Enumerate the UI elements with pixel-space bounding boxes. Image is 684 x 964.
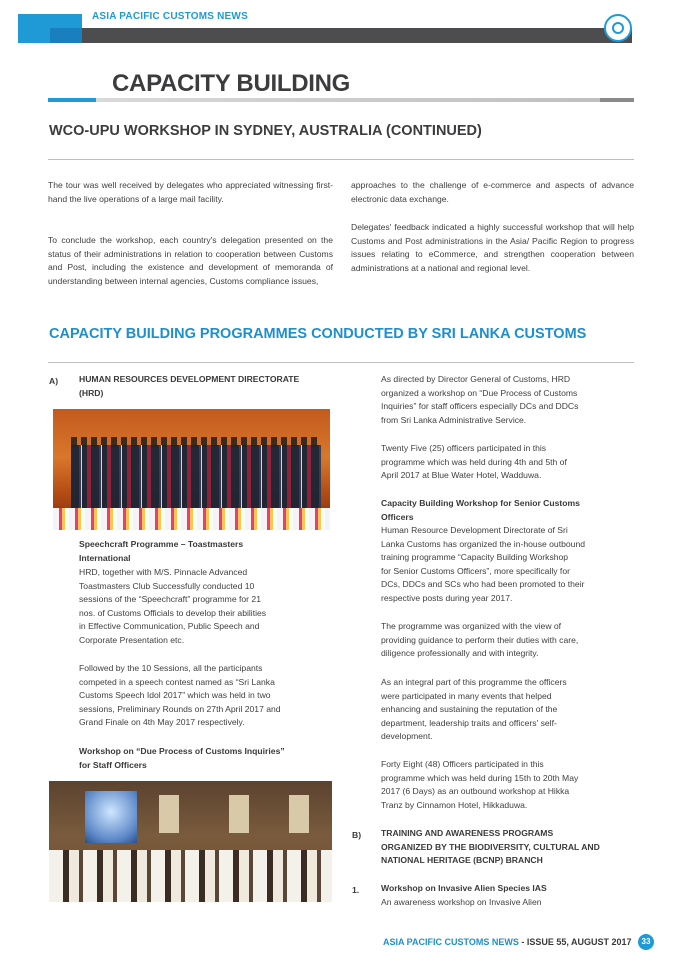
section-title: CAPACITY BUILDING (112, 70, 351, 97)
page-number: 33 (638, 934, 654, 950)
article-heading: WCO-UPU WORKSHOP IN SYDNEY, AUSTRALIA (CONTINUED) (49, 123, 482, 139)
article-heading: CAPACITY BUILDING PROGRAMMES CONDUCTED BY SRI LANKA CUSTOMS (49, 326, 587, 342)
paragraph: As directed by Director General of Customs, HRD organized a workshop on “Due Process of Customs Inquiries” for staff officers especially DCs and DDCs from Sri Lanka Administrative Service. (381, 374, 579, 425)
header-accent-block-dark (50, 28, 82, 43)
section-rule-accent (48, 98, 96, 102)
paragraph: The tour was well received by delegates who appreciated witnessing first-hand the live operations of a large mail facility. (48, 180, 333, 204)
section-rule (96, 98, 600, 102)
paragraph: Delegates' feedback indicated a highly successful workshop that will help Customs and Post administrations in the Asia/ Pacific Region to progress issues relating to eCommerce, and strengthen cooperation between administrations at a national and regional level. (351, 222, 634, 273)
subheading: Speechcraft Programme – Toastmasters International (79, 539, 244, 563)
section-heading: HUMAN RESOURCES DEVELOPMENT DIRECTORATE (HRD) (79, 374, 300, 398)
wco-logo-icon (604, 14, 632, 42)
section-rule-end (600, 98, 634, 102)
section-marker: B) (352, 830, 362, 840)
subheading: Workshop on Invasive Alien Species IAS (381, 883, 547, 893)
paragraph: Followed by the 10 Sessions, all the participants competed in a speech contest named as “Sri Lanka Customs Speech Idol 2017” which was held in two sessions, Preliminary Rounds on 27th April 2017 and Grand Finale on 4th May 2017 respectively. (79, 663, 281, 728)
footer-publication: ASIA PACIFIC CUSTOMS NEWS - ISSUE 55, AUGUST 2017 (383, 937, 632, 947)
paragraph: approaches to the challenge of e-commerce and aspects of advance electronic data exchange. (351, 180, 634, 204)
divider (48, 159, 634, 160)
paragraph: To conclude the workshop, each country's delegation presented on the status of their administrations in relation to cooperation between Customs and Post, including the existence and development of memoranda of understanding between internal agencies, Customs compliance issues, (48, 235, 333, 286)
group-photo-image (53, 409, 330, 530)
publication-title: ASIA PACIFIC CUSTOMS NEWS (92, 11, 248, 22)
paragraph: An awareness workshop on Invasive Alien (381, 897, 542, 907)
section-heading: TRAINING AND AWARENESS PROGRAMS ORGANIZED BY THE BIODIVERSITY, CULTURAL AND NATIONAL HERITAGE (BCNP) BRANCH (381, 828, 600, 866)
divider (48, 362, 634, 363)
paragraph: As an integral part of this programme the officers were participated in many events that helped enhancing and sustaining the reputation of the department, leadership traits and officers' self- development. (381, 677, 567, 742)
section-marker: A) (49, 376, 59, 386)
paragraph: Human Resource Development Directorate of Sri Lanka Customs has organized the in-house outbound training programme “Capacity Building Workshop for Senior Customs Officers”, more specifically for DCs, DDCs and SCs who had been promoted to their respective posts during year 2017. (381, 525, 586, 603)
paragraph: Forty Eight (48) Officers participated in this programme which was held during 15th to 20th May 2017 (6 Days) as an outbound workshop at Hikka Tranz by Cinnamon Hotel, Hikkaduwa. (381, 759, 579, 810)
paragraph: The programme was organized with the view of providing guidance to perform their duties with care, diligence professionally and with integrity. (381, 621, 579, 659)
paragraph: Twenty Five (25) officers participated in this programme which was held during 4th and 5th of April 2017 at Blue Water Hotel, Wadduwa. (381, 443, 567, 481)
paragraph: HRD, together with M/S. Pinnacle Advanced Toastmasters Club Successfully conducted 10 sessions of the “Speechcraft” programme for 21 nos. of Customs Officials to develop their abilities in Effective Communication, Public Speech and Corporate Presentation etc. (79, 567, 267, 645)
list-marker: 1. (352, 885, 360, 895)
subheading: Workshop on “Due Process of Customs Inquiries” for Staff Officers (79, 746, 285, 770)
header-bar (82, 28, 632, 43)
workshop-photo-image (49, 781, 332, 902)
subheading: Capacity Building Workshop for Senior Customs Officers (381, 498, 580, 522)
